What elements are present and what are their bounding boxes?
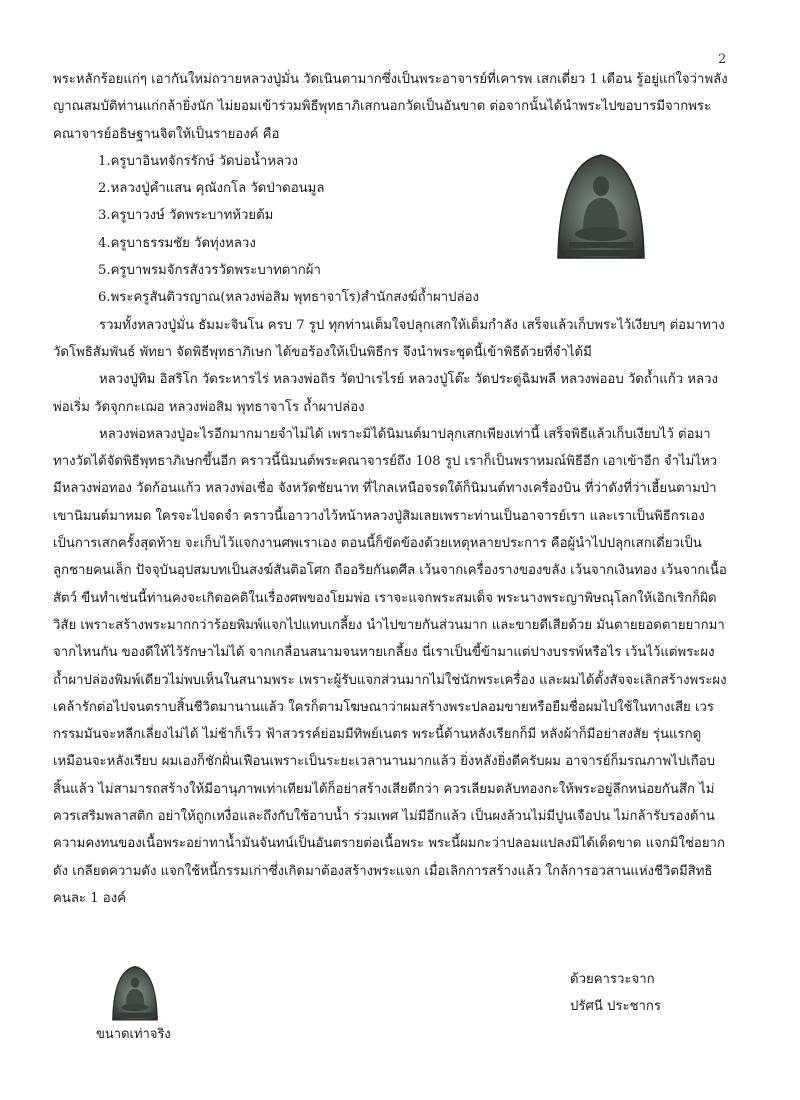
paragraph-ceremony: รวมทั้งหลวงปู่มั่น ธัมมะจินโน ครบ 7 รูป ทุกท่านเต็มใจปลุกเสกให้เต็มกำลัง เสร็จแล้วเก็บพระไว้เงียบๆ ต่อมาทางวัดโพธิสัมพันธ์ พัทยา จัดพิธีพุทธาภิเษก ได้ขอร้องให้เป็นพิธีกร จึงนำพระชุดนี้เข้าพิธีด้วยที่จำได้มี <box>53 317 725 360</box>
list-item: 4.ครูบาธรรมชัย วัดทุ่งหลวง <box>98 235 256 251</box>
list-item: 2.หลวงปู่คำแสน คุณังกโล วัดป่าดอนมูล <box>98 181 325 197</box>
author-name: ปรัศนี ประชากร <box>570 999 661 1014</box>
amulet-image-small <box>110 965 160 1022</box>
image-caption: ขนาดเท่าจริง <box>96 1027 171 1042</box>
paragraph-history: หลวงพ่อหลวงปู่อะไรอีกมากมายจำไม่ได้ เพราะมิได้นิมนต์มาปลุกเสกเพียงเท่านี้ เสร็จพิธีแล้วเก็บเงียบไว้ ต่อมาทางวัดได้จัดพิธีพุทธาภิเษกขึ้นอีก คราวนี้นิมนต์พระคณาจารย์ถึง 108 รูป เราก็เป็นพราหมณ์พิธีอีก เอาเข้าอีก จำไม่ไหว มีหลวงพ่อทอง วัดก้อนแก้ว หลวงพ่อเชื่อ จังหวัดชัยนาท ที่ไกลเหนือจรดใต้ก็นิมนต์ทางเครื่องบิน ที่ว่าดังที่ว่าเฮี้ยนตามป่าเขานิมนต์มาหมด ใครจะไปจดจำ คราวนี้เอาวางไว้หน้าหลวงปู่สิมเลยเพราะท่านเป็นอาจารย์เรา และเราเป็นพิธีกรเอง เป็นการเสกครั้งสุดท้าย จะเก็บไว้แจกงานศพเราเอง ตอนนี้ก็ขัดข้องด้วยเหตุหลายประการ คือผู้นำไปปลุกเสกเดี่ยวเป็นลูกชายคนเล็ก ปัจจุบันอุปสมบทเป็นสงฆ์สันติอโศก ถืออริยกันตศีล เว้นจากเครื่องรางของขลัง เว้นจากเงินทอง เว้นจากเนื้อสัตว์ ขืนทำเช่นนี้ท่านคงจะเกิดอคติในเรื่องศพของโยมพ่อ เราจะแจกพระสมเด็จ พระนางพระญาพิษณุโลกให้เอิกเริกก็ผิดวิสัย เพราะสร้างพระมากกว่าร้อยพิมพ์แจกไปแทบเกลี้ยง นำไปขายกันส่วนมาก และขายดีเสียด้วย มันตายยอดตายยากมาจากไหนกัน ของดีให้ไว้รักษาไม่ได้ จากเกลื่อนสนามจนหายเกลี้ยง นี่เราเป็นขี้ข้ามาแต่ปางบรรพ์หรือไร เว้นไว้แต่พระผงถ้ำผาปล่องพิมพ์เดียวไม่พบเห็นในสนามพระ เพราะผู้รับแจกส่วนมากไม่ใช่นักพระเครื่อง และผมได้ตั้งสัจจะเลิกสร้างพระผงเคล้ารักต่อไปจนตราบสิ้นชีวิตมานานแล้ว ใครก็ตามโฆษณาว่าผมสร้างพระปลอมขายหรือยืมชื่อผมไปใช้ในทางเสีย เวรกรรมมันจะหลีกเลี่ยงไม่ได้ ไม่ช้าก็เร็ว ฟ้าสวรรค์ย่อมมีทิพย์เนตร พระนี้ด้านหลังเรียกก็มี หลังผ้าก็มีอย่าสงสัย รุ่นแรกดูเหมือนจะหลังเรียบ ผมเองก็ชักฝั่นเฟือนเพราะเป็นระยะเวลานานมากแล้ว ยิ่งหลังยิ่งดีครับผม อาจารย์ก็มรณภาพไปเกือบสิ้นแล้ว ไม่สามารถสร้างให้มีอานุภาพเท่าเทียมได้ก็อย่าสร้างเสียดีกว่า ควรเลียมตลับทองกะให้พระอยู่ลึกหน่อยกันสึก ไม่ควรเสริมพลาสติก อย่าให้ถูกเหงื่อและถึงกับใช้อาบน้ำ ร่วมเพศ ไม่มีอีกแล้ว เป็นผงล้วนไม่มีปูนเจือปน ไม่กล้ารับรองด้านความคงทนของเนื้อพระอย่าทาน้ำมันจันทน์เป็นอันตรายต่อเนื้อพระ พระนี้ผมกะว่าปลอมแปลงมิได้เด็ดขาด แจกมิใช่อยากดัง เกลียดความดัง แจกใช้หนี้กรรมเก่าซึ่งเกิดมาต้องสร้างพระแจก เมื่อเลิกการสร้างแล้ว ใกล้การอวสานแห่งชีวิตมีสิทธิคนละ 1 องค์ <box>53 426 727 906</box>
list-item: 1.ครูบาอินทจักรรักษ์ วัดบ่อน้ำหลวง <box>98 153 298 169</box>
list-item: 5.ครูบาพรมจักรสังวรวัดพระบาทตากผ้า <box>98 263 321 279</box>
paragraph-intro: พระหลักร้อยแก่ๆ เอากันใหม่ถวายหลวงปู่มั่น วัดเนินตามากซึ่งเป็นพระอาจารย์ที่เคารพ เสกเดี่ยว 1 เดือน รู้อยู่แก่ใจว่าพลังญาณสมบัติท่านแก่กล้ายิ่งนัก ไม่ยอมเข้าร่วมพิธีพุทธาภิเสกนอกวัดเป็นอันขาด ต่อจากนั้นได้นำพระไปขอบารมีจากพระคณาจารย์อธิษฐานจิตให้เป็นรายองค์ คือ <box>53 72 728 142</box>
page-number: 2 <box>718 52 727 67</box>
amulet-image-large <box>553 152 649 262</box>
signature-block <box>570 966 661 1020</box>
teacher-list <box>53 148 568 312</box>
closing-salutation: ด้วยคารวะจาก <box>570 972 655 987</box>
list-item: 6.พระครูสันติวรญาณ(หลวงพ่อสิม พุทธาจาโร)สำนักสงฆ์ถ้ำผาปล่อง <box>98 290 479 306</box>
paragraph-monks: หลวงปู่ทิม อิสริโก วัดระหารไร่ หลวงพ่อถิร วัดป่าเรไรย์ หลวงปู่โต๊ะ วัดประดู่ฉิมพลี หลวงพ่ออบ วัดถ้ำแก้ว หลวงพ่อเริ่ม วัดจุกกะเฌอ หลวงพ่อสิม พุทธาจาโร ถ้ำผาปล่อง <box>53 372 718 415</box>
list-item: 3.ครูบาวงษ์ วัดพระบาทห้วยต้ม <box>98 208 274 224</box>
